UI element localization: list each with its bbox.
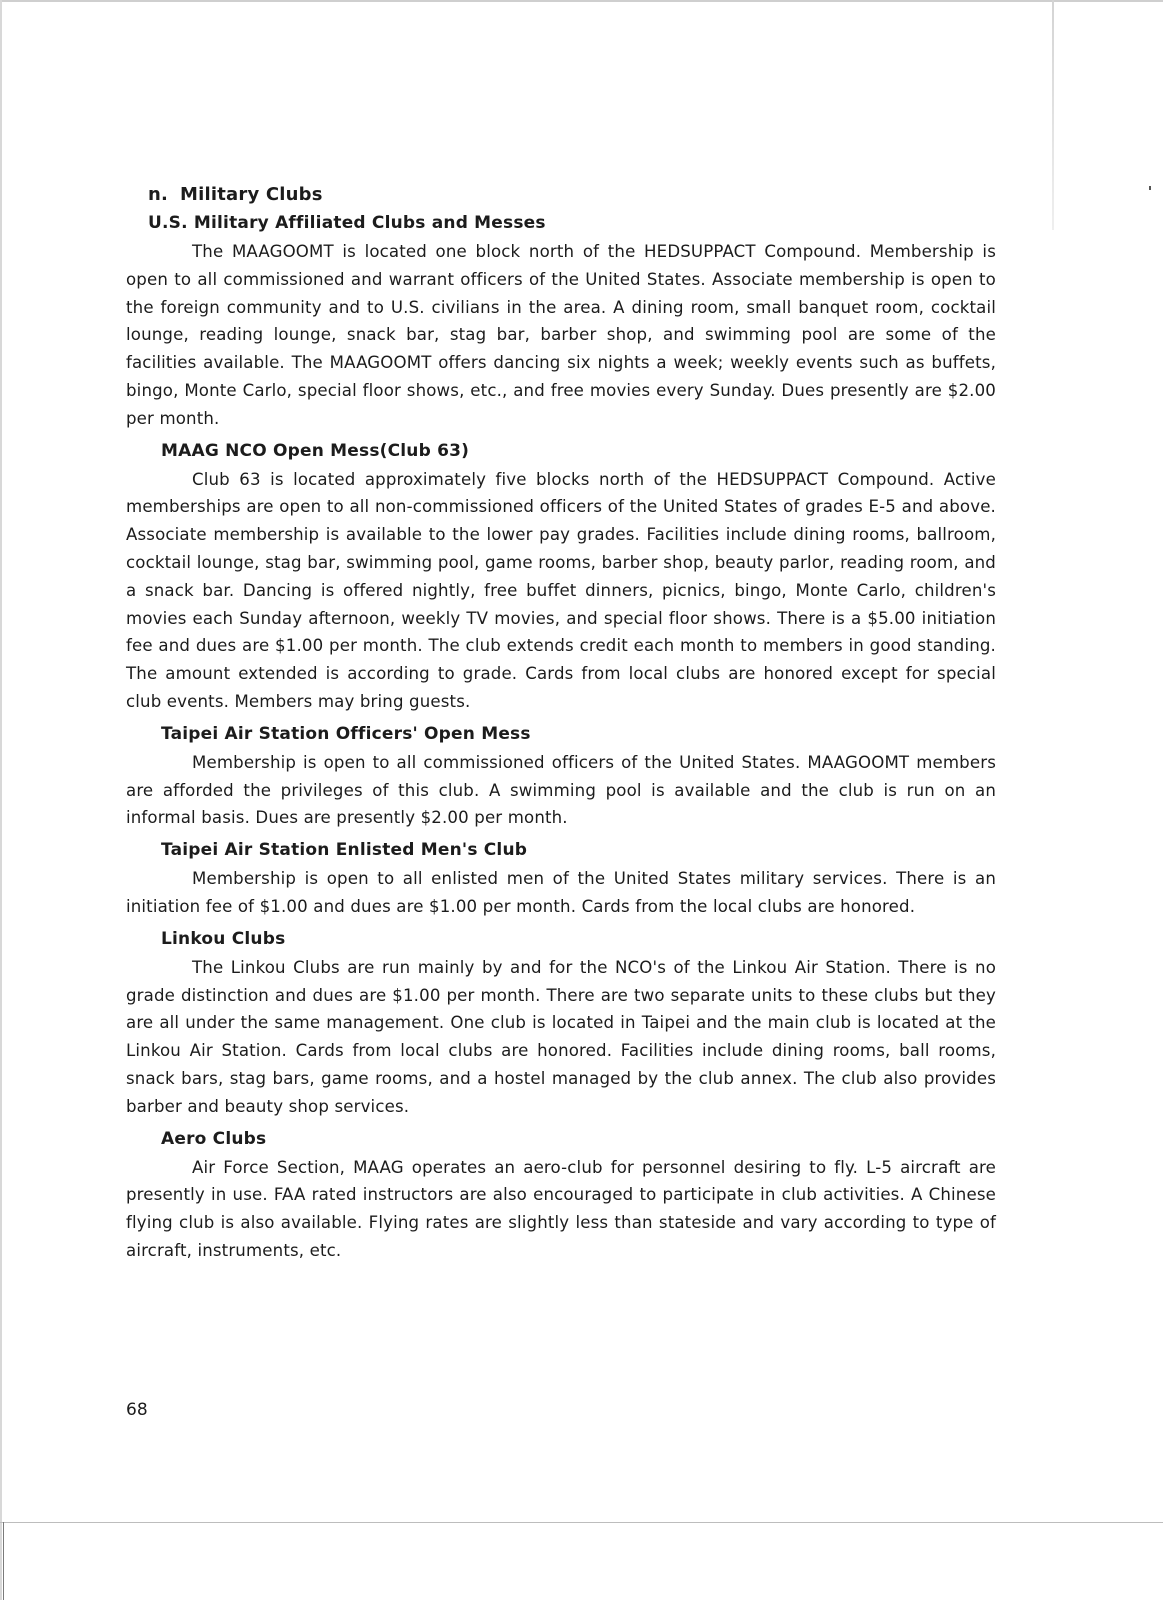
subsection-paragraph: The MAAGOOMT is located one block north of the HEDSUPPACT Compound. Membership is open to all commissioned and warrant officers of the United States. Associate membership is open to the foreign community and to U.S. civilians in the area. A dining room, small banquet room, cocktail lounge, reading lounge, snack bar, stag bar, barber shop, and swimming pool are some of the facilities available. The MAAGOOMT offers dancing six nights a week; weekly events such as buffets, bingo, Monte Carlo, special floor shows, etc., and free movies every Sunday. Dues presently are $2.00 per month. — [126, 242, 996, 428]
subsection-paragraph: Club 63 is located approximately five blocks north of the HEDSUPPACT Compound. Active memberships are open to all non-commissioned officers of the United States of grades E-5 and above. Associate membership is available to the lower pay grades. Facilities include dining rooms, ballroom, cocktail lounge, stag bar, swimming pool, game rooms, barber shop, beauty parlor, reading room, and a snack bar. Dancing is offered nightly, free buffet dinners, picnics, bingo, Monte Carlo, children's movies each Sunday afternoon, weekly TV movies, and special floor shows. There is a $5.00 initiation fee and dues are $1.00 per month. The club extends credit each month to members in good standing. The amount extended is according to grade. Cards from local clubs are honored except for special club events. Members may bring guests. — [126, 469, 996, 711]
subsection-heading: Taipei Air Station Enlisted Men's Club — [161, 840, 528, 861]
subsection-heading: U.S. Military Affiliated Clubs and Messes — [148, 213, 546, 233]
subsection-paragraph: Membership is open to all commissioned officers of the United States. MAAGOOMT members are afforded the privileges of this club. A swimming pool is available and the club is run on an informal basis. Dues are presently $2.00 per month. — [126, 752, 996, 828]
scan-edge-left — [0, 0, 2, 1600]
subsection-paragraph: Membership is open to all enlisted men of the United States military services. There is an initiation fee of $1.00 and dues are $1.00 per month. Cards from the local clubs are honored. — [126, 869, 996, 916]
subsection-heading: Linkou Clubs — [161, 928, 286, 949]
subsection-heading: Taipei Air Station Officers' Open Mess — [161, 723, 531, 744]
page-number: 68 — [126, 1400, 148, 1420]
subsection-paragraph: Air Force Section, MAAG operates an aero-club for personnel desiring to fly. L-5 aircraft are presently in use. FAA rated instructors are also encouraged to participate in club activities. A Chinese flying club is also available. Flying rates are slightly less than stateside and vary according to type of aircraft, instruments, etc. — [126, 1157, 996, 1260]
scan-edge-right — [1052, 0, 1054, 230]
scan-edge-top — [0, 0, 1163, 2]
section-title — [148, 183, 996, 207]
scan-edge-bottom — [0, 1522, 1163, 1523]
subsection-heading: Aero Clubs — [161, 1128, 267, 1149]
subsection-heading: MAAG NCO Open Mess(Club 63) — [161, 440, 470, 461]
document-page — [126, 183, 996, 1271]
scan-edge-bottom-left — [3, 1522, 4, 1600]
section-title-text: Military Clubs — [180, 184, 323, 205]
section-marker: n. — [148, 184, 169, 205]
subsection-paragraph: The Linkou Clubs are run mainly by and for the NCO's of the Linkou Air Station. There is no grade distinction and dues are $1.00 per month. There are two separate units to these clubs but they are all under the same management. One club is located in Taipei and the main club is located at the Linkou Air Station. Cards from local clubs are honored. Facilities include dining rooms, ball rooms, snack bars, stag bars, game rooms, and a hostel managed by the club annex. The club also provides barber and beauty shop services. — [126, 957, 996, 1116]
scan-speck — [1149, 186, 1151, 190]
